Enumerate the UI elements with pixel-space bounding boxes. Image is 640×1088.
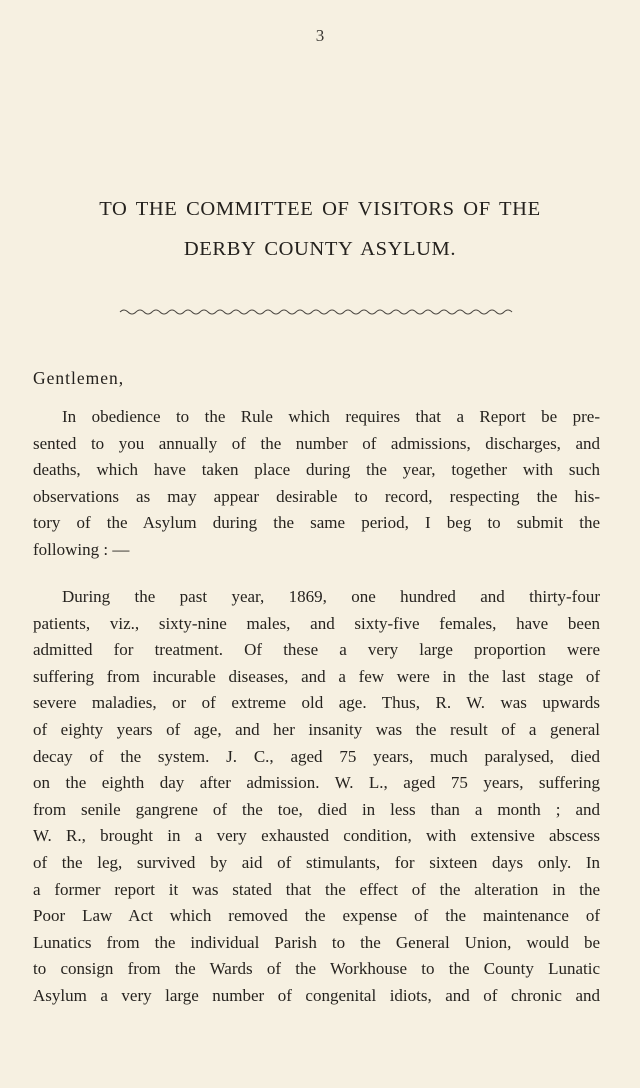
text-line: observations as may appear desirable to record, respecting the his-: [33, 486, 600, 506]
text-line: on the eighth day after admission. W. L., aged 75 years, suffering: [33, 773, 600, 793]
page-number: 3: [315, 26, 325, 45]
text-line: sented to you annually of the number of admissions, discharges, and: [33, 433, 600, 453]
text-line: Lunatics from the individual Parish to the General Union, would be: [33, 932, 600, 952]
salutation: Gentlemen,: [33, 368, 125, 388]
paragraph-introduction: [33, 404, 600, 564]
text-line: patients, viz., sixty-nine males, and sixty-five females, have been: [33, 613, 600, 633]
text-line: In obedience to the Rule which requires that a Report be pre-: [62, 407, 600, 426]
wavy-rule-ornament: [0, 304, 640, 320]
text-line: W. R., brought in a very exhausted condition, with extensive abscess: [33, 826, 600, 846]
text-line: deaths, which have taken place during the year, together with such: [33, 460, 600, 480]
text-line: admitted for treatment. Of these a very large proportion were: [33, 640, 600, 660]
text-line: following : —: [33, 539, 130, 559]
report-title-line-2: DERBY COUNTY ASYLUM.: [183, 238, 457, 260]
report-title-line-1: TO THE COMMITTEE OF VISITORS OF THE: [99, 198, 541, 220]
text-line: of the leg, survived by aid of stimulants, for sixteen days only. In: [33, 852, 600, 872]
text-line: of eighty years of age, and her insanity was the result of a general: [33, 719, 600, 739]
text-line: to consign from the Wards of the Workhouse to the County Lunatic: [33, 959, 600, 979]
text-line: Asylum a very large number of congenital idiots, and of chronic and: [33, 985, 600, 1005]
text-line: suffering from incurable diseases, and a few were in the last stage of: [33, 666, 600, 686]
text-line: decay of the system. J. C., aged 75 years, much paralysed, died: [33, 746, 600, 766]
text-line: tory of the Asylum during the same period, I beg to submit the: [33, 513, 600, 533]
text-line: severe maladies, or of extreme old age. Thus, R. W. was upwards: [33, 693, 600, 713]
text-line: Poor Law Act which removed the expense of the maintenance of: [33, 906, 600, 926]
paragraph-admissions: [33, 584, 600, 1010]
text-line: a former report it was stated that the effect of the alteration in the: [33, 879, 600, 899]
text-line: During the past year, 1869, one hundred and thirty-four: [62, 587, 600, 606]
text-line: from senile gangrene of the toe, died in less than a month ; and: [33, 799, 600, 819]
